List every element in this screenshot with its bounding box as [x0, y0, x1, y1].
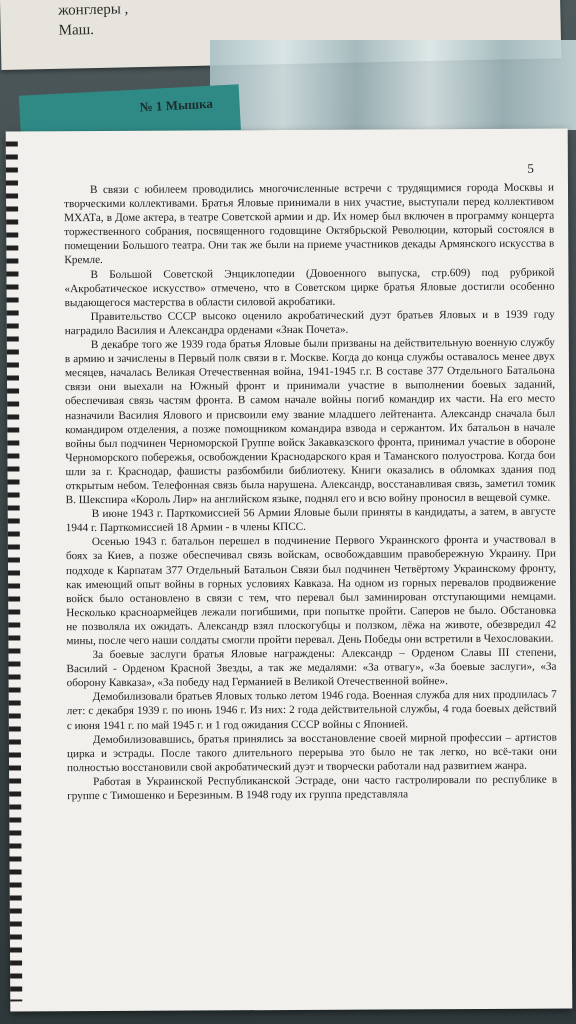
- paragraph: Демобилизовавшись, братья принялись за восстановление своей мирной профессии – артистов цирка и эстрады. После такого длительного перерыва это было не так легко, но всё-таки они полностью восстановили свой акробатический дуэт и творчески работали над развитием жанра.: [66, 731, 557, 775]
- document-page: [6, 129, 573, 1012]
- background-bottles: [210, 40, 576, 130]
- booklet-title: № 1 Мышка: [139, 95, 214, 115]
- top-paper-line: Маш.: [58, 22, 95, 39]
- paragraph: В декабре того же 1939 года братья Яловые были призваны на действительную военную службу в армию и зачислены в Первый полк связи в г. Москве. Когда до конца службы оставалось менее двух месяцев, началась Великая Отечественная война, 1941-1945 г.г. В составе 377 Отдельного Батальона связи они выехали на Южный фронт и принимали участие в выполнении боевых заданий, обеспечивая связь частям фронта. В самом начале войны погиб командир их части. На его место назначили Василия Ялового и присвоили ему звание младшего лейтенанта. Александр сначала был командиром отделения, а позже помощником командира взвода и сержантом. Их батальон в начале войны был подчинен Черноморской Группе войск Закавказского фронта, принимал участие в обороне Черноморского побережья, освобождении Краснодарского края и Таманского полуострова. Когда бои шли за г. Краснодар, фашисты разбомбили библиотеку. Книги оказались в обломках здания под открытым небом. Телефонная связь была нарушена. Александр, восстанавливая связь, заметил томик В. Шекспира «Король Лир» на английском языке, поднял его и всю войну проносил в вещевой сумке.: [64, 336, 556, 507]
- paragraph: В связи с юбилеем проводились многочисленные встречи с трудящимися города Москвы и творческими коллективами. Братья Яловые принимали в них участие, выступали перед коллективом МХАТа, в Доме актера, в театре Советской армии и др. Их номер был включен в программу концерта торжественного собрания, посвященного годовщине Октябрьской Революции, который состоялся в помещении Большого театра. Они так же были на приеме участников декады Армянского искусства в Кремле.: [64, 181, 555, 267]
- paragraph: Демобилизовали братьев Яловых только летом 1946 года. Военная служба для них продлилась 7 лет: с декабря 1939 г. по июнь 1946 г. Из них: 2 года действительной службы, 4 года боевых действий с июня 1941 г. по май 1945 г. и 1 год ожидания СССР войны с Японией.: [66, 688, 557, 732]
- page-text: [64, 181, 557, 804]
- paragraph: Осенью 1943 г. батальон перешел в подчинение Первого Украинского фронта и участвовал в боях за Киев, а позже обеспечивал связь войскам, освобождавшим правобережную Украину. При подходе к Карпатам 377 Отдельный Батальон Связи был подчинен Четвёртому Украинскому фронту, как имеющий опыт войны в горных условиях Кавказа. На одном из горных перевалов продвижение войск было остановлено в связи с тем, что перевал был заминирован отступающими немцами. Несколько красноармейцев лежали погибшими, при попытке пройти. Саперов не было. Обстановка не позволяла их ожидать. Александр взял плоскогубцы и ползком, лёжа на животе, обезвредил 42 мины, после чего наши солдаты смогли пройти перевал. День Победы они встретили в Чехословакии.: [65, 533, 557, 648]
- paragraph: В Большой Советской Энциклопедии (Довоенного выпуска, стр.609) под рубрикой «Акробатическое искусство» отмечено, что в Советском цирке братья Яловые достигли особенно выдающегося мастерства в области силовой акробатики.: [64, 266, 555, 309]
- paragraph: В июне 1943 г. Парткомиссией 56 Армии Яловые были приняты в кандидаты, а затем, в августе 1944 г. Парткомиссией 18 Армии - в члены КПСС.: [65, 505, 556, 535]
- page-number: 5: [527, 160, 534, 176]
- paragraph: За боевые заслуги братья Яловые награждены: Александр – Орденом Славы III степени, Василий - Орденом Красной Звезды, а так же медалями: «За отвагу», «За боевые заслуги», «За оборону Кавказа», «За победу над Германией в Великой Отечественной войне».: [66, 646, 557, 690]
- paragraph: Работая в Украинской Республиканской Эстраде, они часто гастролировали по республике в группе с Тимошенко и Березиным. В 1948 году их группа представляла: [67, 773, 558, 803]
- paragraph: Правительство СССР высоко оценило акробатический дуэт братьев Яловых и в 1939 году наградило Василия и Александра орденами «Знак Почета».: [64, 308, 555, 338]
- top-paper-line: жонглеры ,: [58, 1, 129, 19]
